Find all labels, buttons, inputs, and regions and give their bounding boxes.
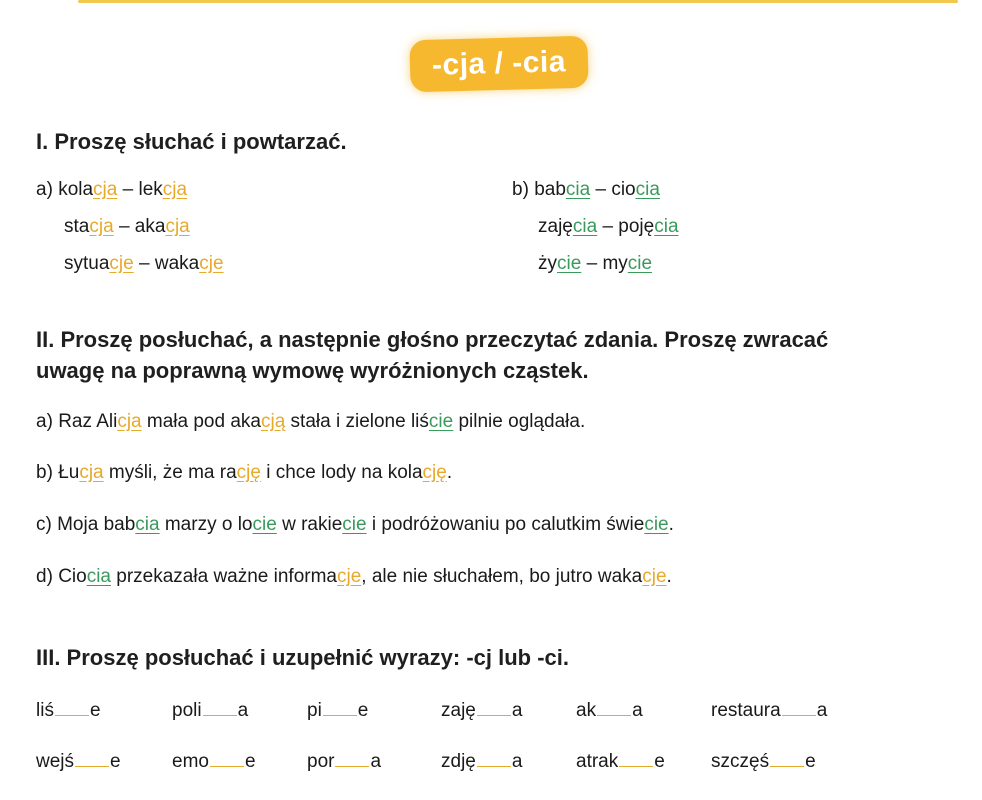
highlight-green: cie: [557, 253, 582, 274]
word-prefix: restaura: [711, 700, 781, 721]
fill-word: [172, 748, 256, 774]
word-suffix: e: [110, 751, 121, 772]
sentence-c: [36, 513, 674, 537]
page-title: -cja / -cia: [431, 45, 567, 82]
fill-word: [576, 748, 665, 774]
fill-word: [576, 697, 643, 723]
blank-input[interactable]: [335, 748, 369, 767]
word-suffix: e: [89, 700, 101, 721]
highlight-green: cia: [635, 179, 660, 200]
text: Moja bab: [57, 514, 136, 535]
highlight-orange: cje: [199, 253, 224, 274]
text: Łu: [58, 462, 80, 483]
section-2-heading-line-2: uwagę na poprawną wymowę wyróżnionych cząstek.: [36, 358, 589, 383]
word-stem: aka: [134, 216, 166, 237]
highlight-green: cia: [86, 566, 111, 587]
highlight-orange: cje: [337, 566, 362, 587]
text: , ale nie słuchałem, bo jutro waka: [361, 566, 643, 587]
word-stem: waka: [154, 253, 200, 274]
word-suffix: a: [816, 700, 828, 721]
s1-a-row-1: [36, 178, 187, 202]
sentence-b: [36, 461, 452, 485]
highlight-green: cie: [644, 514, 669, 535]
word-suffix: e: [654, 751, 665, 772]
blank-input[interactable]: [323, 697, 357, 716]
highlight-green: cie: [428, 411, 454, 432]
word-stem: kola: [58, 179, 94, 200]
word-prefix: poli: [172, 700, 202, 721]
fill-word: [711, 697, 827, 723]
word-prefix: atrak: [576, 751, 619, 772]
fill-word: [307, 697, 368, 723]
word-suffix: a: [237, 700, 249, 721]
highlight-orange: cja: [79, 462, 104, 483]
s1-b-row-1: [512, 178, 660, 202]
highlight-orange: cja: [89, 216, 114, 237]
blank-input[interactable]: [770, 748, 804, 767]
blank-input[interactable]: [203, 697, 237, 716]
highlight-green: cia: [654, 216, 679, 237]
word-stem: zaję: [538, 216, 573, 237]
s1-b-row-3: [538, 252, 652, 276]
word-suffix: a: [511, 751, 523, 772]
text: mała pod aka: [141, 411, 261, 432]
sentence-a: [36, 410, 585, 434]
sentence-label: d): [36, 566, 59, 587]
blank-input[interactable]: [210, 748, 244, 767]
section-2-heading: [36, 324, 828, 386]
fill-word: [36, 697, 101, 723]
dash: –: [595, 179, 607, 200]
highlight-orange: cja: [165, 216, 190, 237]
highlight-orange: cja: [93, 179, 118, 200]
top-divider: [78, 0, 958, 3]
sentence-label: b): [36, 462, 59, 483]
word-prefix: wejś: [36, 751, 75, 772]
highlight-green: cie: [627, 253, 653, 274]
blank-input[interactable]: [782, 697, 816, 716]
highlight-orange: cja: [117, 411, 142, 432]
text: .: [446, 462, 453, 483]
word-prefix: zaję: [441, 700, 476, 721]
word-prefix: zdję: [441, 751, 476, 772]
word-prefix: pi: [307, 700, 322, 721]
section-2-heading-line-1: II. Proszę posłuchać, a następnie głośno przeczytać zdania. Proszę zwracać: [36, 327, 829, 352]
blank-input[interactable]: [477, 748, 511, 767]
title-badge: [409, 36, 588, 93]
dash: –: [122, 179, 134, 200]
blank-input[interactable]: [55, 697, 89, 716]
sentence-d: [36, 565, 672, 589]
fill-word: [711, 748, 816, 774]
word-suffix: a: [370, 751, 382, 772]
fill-word: [172, 697, 248, 723]
dash: –: [139, 253, 150, 274]
dash: –: [118, 216, 130, 237]
word-suffix: e: [805, 751, 816, 772]
word-suffix: a: [632, 700, 643, 721]
highlight-orange: cję: [236, 462, 261, 483]
s1-a-row-3: [64, 252, 224, 276]
fill-word: [307, 748, 381, 774]
word-prefix: ak: [576, 700, 597, 721]
word-suffix: e: [357, 700, 369, 721]
word-stem: cio: [611, 179, 636, 200]
word-stem: sytua: [64, 253, 110, 274]
blank-input[interactable]: [619, 748, 653, 767]
s1-a-row-2: [64, 215, 190, 239]
blank-input[interactable]: [597, 697, 631, 716]
highlight-green: cie: [252, 514, 277, 535]
fill-word: [441, 697, 522, 723]
highlight-orange: cje: [109, 253, 134, 274]
word-suffix: a: [511, 700, 523, 721]
text: pilnie oglądała.: [453, 411, 586, 432]
text: i podróżowaniu po calutkim świe: [366, 514, 645, 535]
word-prefix: szczęś: [711, 751, 770, 772]
s1-b-row-2: [538, 215, 679, 239]
word-stem: bab: [534, 179, 566, 200]
dash: –: [586, 253, 598, 274]
word-prefix: por: [307, 751, 335, 772]
highlight-orange: cja: [162, 179, 188, 200]
text: myśli, że ma ra: [103, 462, 237, 483]
sentence-label: a): [36, 411, 59, 432]
text: Cio: [58, 566, 87, 587]
highlight-green: cia: [572, 216, 598, 237]
label-b: b): [512, 179, 529, 200]
blank-input[interactable]: [75, 748, 109, 767]
word-prefix: emo: [172, 751, 209, 772]
label-a: a): [36, 179, 53, 200]
highlight-orange: cją: [260, 411, 286, 432]
sentence-label: c): [36, 514, 58, 535]
blank-input[interactable]: [477, 697, 511, 716]
word-prefix: liś: [36, 700, 54, 721]
word-stem: poję: [618, 216, 655, 237]
text: i chce lody na kola: [260, 462, 423, 483]
word-stem: sta: [64, 216, 90, 237]
section-1-heading: I. Proszę słuchać i powtarzać.: [36, 129, 347, 154]
highlight-green: cia: [565, 179, 591, 200]
word-stem: my: [602, 253, 628, 274]
word-stem: lek: [138, 179, 163, 200]
text: w rakie: [276, 514, 343, 535]
text: .: [668, 514, 674, 535]
text: przekazała ważne informa: [111, 566, 337, 587]
highlight-green: cia: [135, 514, 160, 535]
word-suffix: e: [244, 751, 256, 772]
highlight-green: cie: [342, 514, 367, 535]
highlight-orange: cje: [642, 566, 667, 587]
text: marzy o lo: [159, 514, 253, 535]
text: .: [666, 566, 672, 587]
fill-word: [36, 748, 121, 774]
fill-word: [441, 748, 522, 774]
text: stała i zielone liś: [285, 411, 429, 432]
highlight-orange: cję: [422, 462, 447, 483]
text: Raz Ali: [58, 411, 118, 432]
dash: –: [602, 216, 614, 237]
word-stem: ży: [538, 253, 557, 274]
section-3-heading: III. Proszę posłuchać i uzupełnić wyrazy: -cj lub -ci.: [36, 645, 570, 670]
